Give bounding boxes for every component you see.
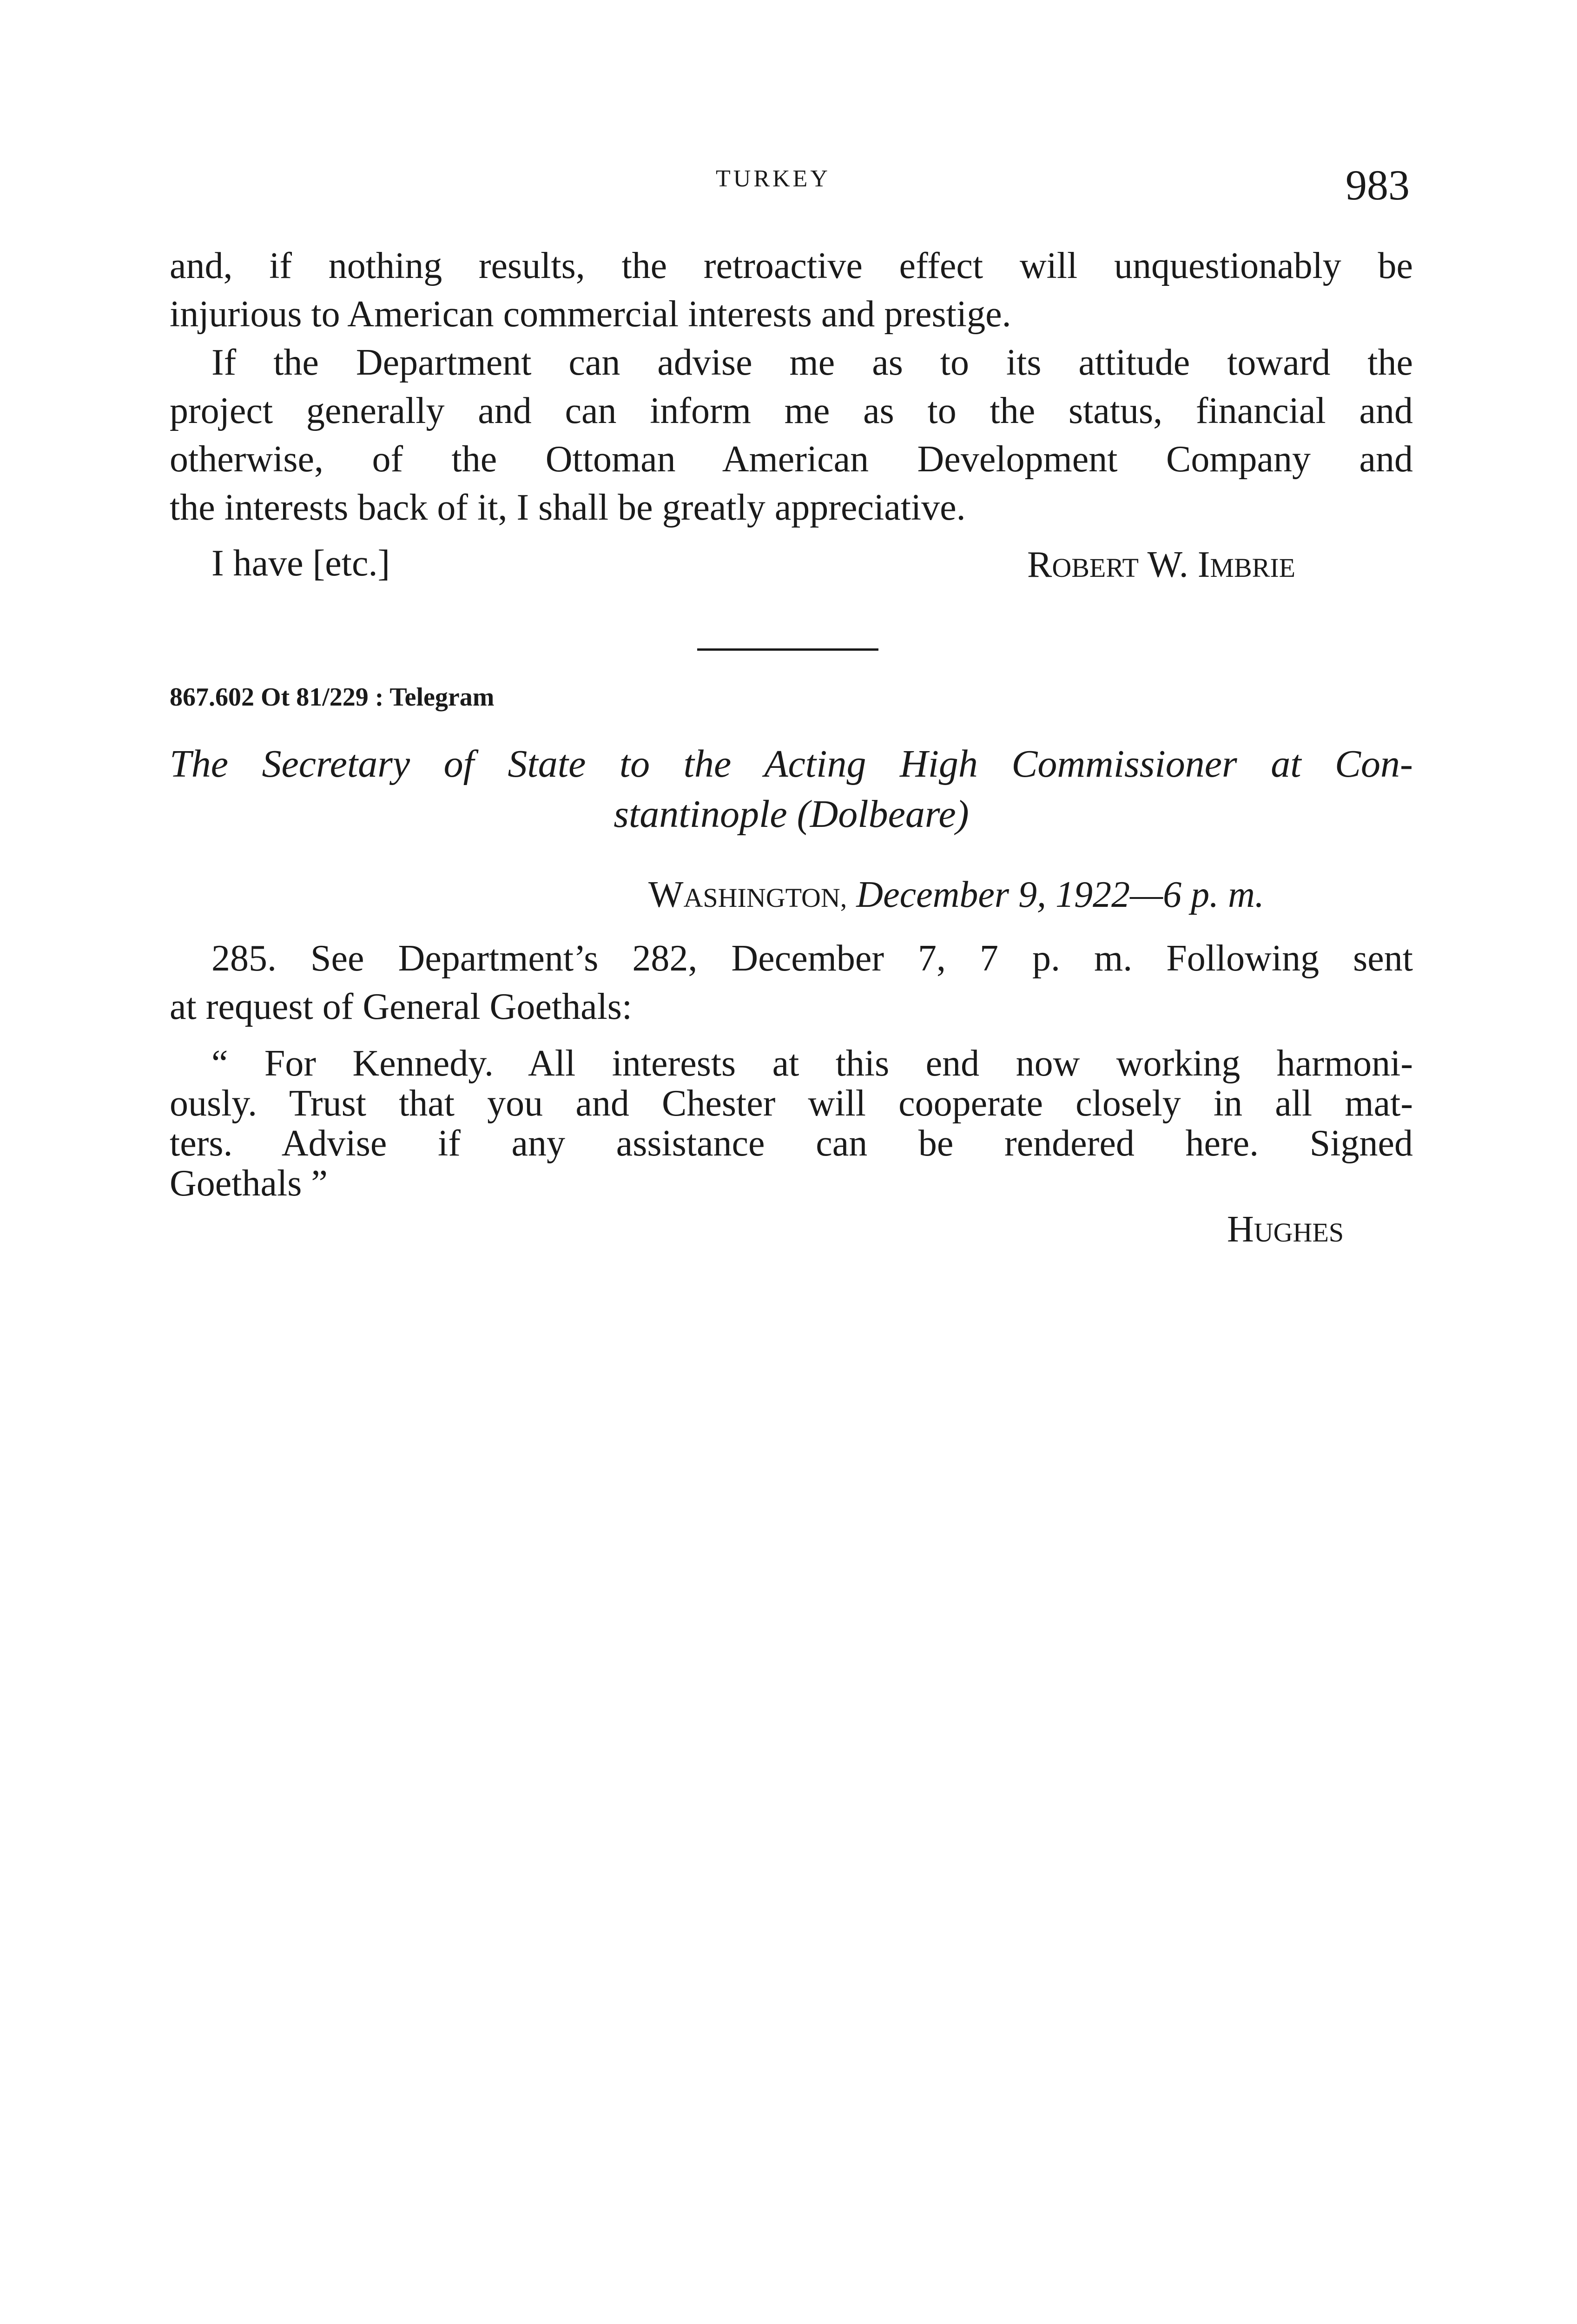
request-paragraph — [170, 338, 1413, 532]
page-number: 983 — [1346, 161, 1410, 209]
text-line: otherwise, of the Ottoman American Development Company and — [170, 439, 1413, 480]
text-line: ously. Trust that you and Chester will cooperate closely in all mat- — [170, 1083, 1413, 1124]
telegram-body — [170, 934, 1413, 1031]
text-line: ters. Advise if any assistance can be rendered here. Signed — [170, 1123, 1413, 1164]
heading-line: The Secretary of State to the Acting High Commissioner at Con- — [170, 742, 1413, 786]
text-line: Goethals ” — [170, 1163, 328, 1204]
file-reference: 867.602 Ot 81/229 : Telegram — [170, 683, 495, 712]
running-head: TURKEY — [716, 165, 831, 192]
text-line: at request of General Goethals: — [170, 986, 633, 1027]
signature-imbrie: ROBERT W. IMBRIE — [1027, 544, 1296, 585]
text-line: 285. See Department’s 282, December 7, 7 p. m. Following sent — [211, 938, 1413, 979]
dateline: WASHINGTON, December 9, 1922—6 p. m. — [648, 874, 1264, 915]
text-line: and, if nothing results, the retroactive effect will unquestionably be — [170, 245, 1413, 286]
section-divider — [697, 648, 878, 651]
continuation-paragraph — [170, 242, 1413, 338]
quoted-message — [170, 1043, 1413, 1203]
text-line: injurious to American commercial interests and prestige. — [170, 294, 1011, 335]
document-heading — [170, 739, 1413, 839]
text-line: If the Department can advise me as to its attitude toward the — [211, 342, 1413, 383]
signature-hughes: HUGHES — [1227, 1209, 1344, 1250]
text-line: the interests back of it, I shall be greatly appreciative. — [170, 487, 966, 528]
closing-text: I have [etc.] — [211, 543, 390, 584]
text-line: project generally and can inform me as to the status, financial and — [170, 390, 1413, 431]
text-line: “ For Kennedy. All interests at this end now working harmoni- — [211, 1043, 1413, 1084]
heading-line: stantinople (Dolbeare) — [614, 792, 969, 836]
